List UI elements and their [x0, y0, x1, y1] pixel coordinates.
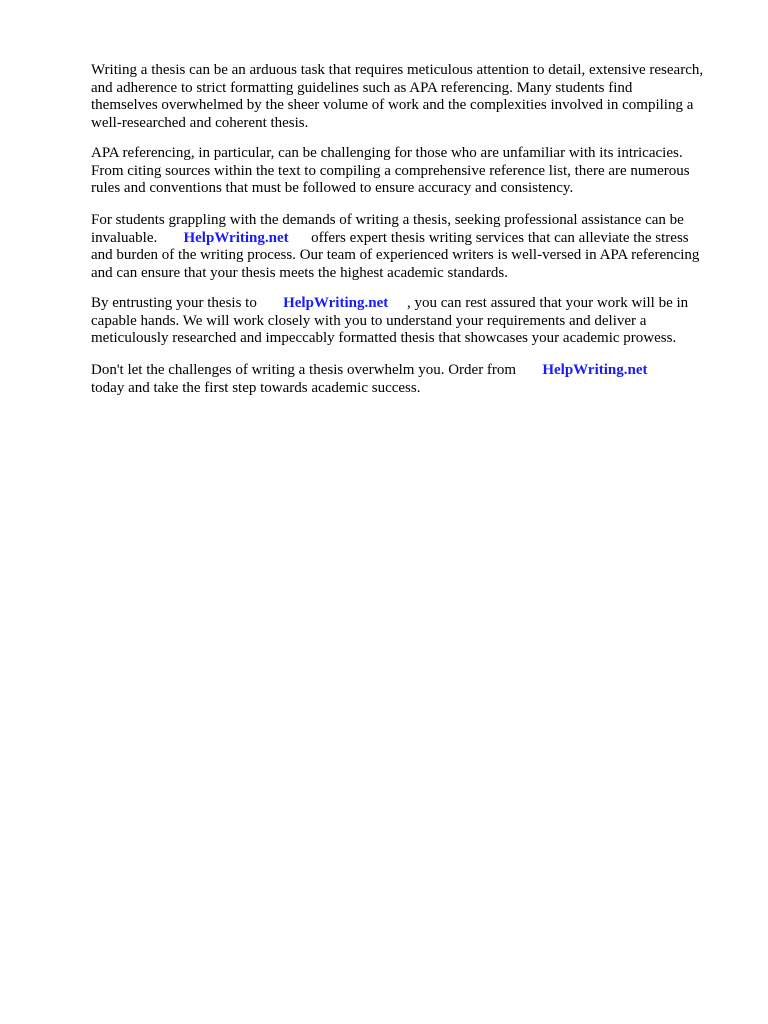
- helpwriting-link[interactable]: HelpWriting.net: [183, 229, 289, 246]
- helpwriting-link[interactable]: HelpWriting.net: [542, 362, 648, 378]
- text-line: Writing a thesis can be an arduous task that requires meticulous attention to detail, extensive research,: [91, 62, 704, 78]
- paragraph-intro: [91, 62, 741, 132]
- text-line: For students grappling with the demands of writing a thesis, seeking professional assistance can be: [91, 212, 684, 228]
- text-segment: invaluable.: [91, 229, 184, 246]
- text-line: and can ensure that your thesis meets the highest academic standards.: [91, 264, 508, 281]
- text-line-with-link: [91, 362, 741, 380]
- text-line: capable hands. We will work closely with you to understand your requirements and deliver a: [91, 312, 647, 329]
- text-line: today and take the first step towards academic success.: [91, 379, 421, 396]
- text-line: themselves overwhelmed by the sheer volume of work and the complexities involved in compiling a: [91, 97, 694, 113]
- text-line-with-link: [91, 230, 741, 248]
- text-line: meticulously researched and impeccably formatted thesis that showcases your academic prowess.: [91, 330, 677, 346]
- paragraph-entrusting: [91, 295, 741, 348]
- text-line: rules and conventions that must be followed to ensure accuracy and consistency.: [91, 180, 574, 196]
- text-line: well-researched and coherent thesis.: [91, 114, 309, 131]
- text-line: APA referencing, in particular, can be challenging for those who are unfamiliar with its intricacies.: [91, 145, 683, 161]
- text-line-with-link: [91, 295, 741, 313]
- paragraph-assistance: [91, 212, 741, 282]
- text-line: From citing sources within the text to compiling a comprehensive reference list, there are numerous: [91, 162, 690, 179]
- text-segment: By entrusting your thesis to: [91, 295, 284, 311]
- paragraph-apa: [91, 145, 741, 198]
- text-line: and adherence to strict formatting guidelines such as APA referencing. Many students find: [91, 79, 633, 96]
- text-segment: Don't let the challenges of writing a thesis overwhelm you. Order from: [91, 362, 543, 378]
- paragraph-call-to-action: [91, 362, 741, 397]
- helpwriting-link[interactable]: HelpWriting.net: [283, 295, 389, 311]
- text-segment: offers expert thesis writing services that can alleviate the stress: [288, 229, 689, 246]
- text-segment: , you can rest assured that your work will be in: [388, 295, 689, 311]
- text-line: and burden of the writing process. Our team of experienced writers is well-versed in APA referencing: [91, 247, 700, 263]
